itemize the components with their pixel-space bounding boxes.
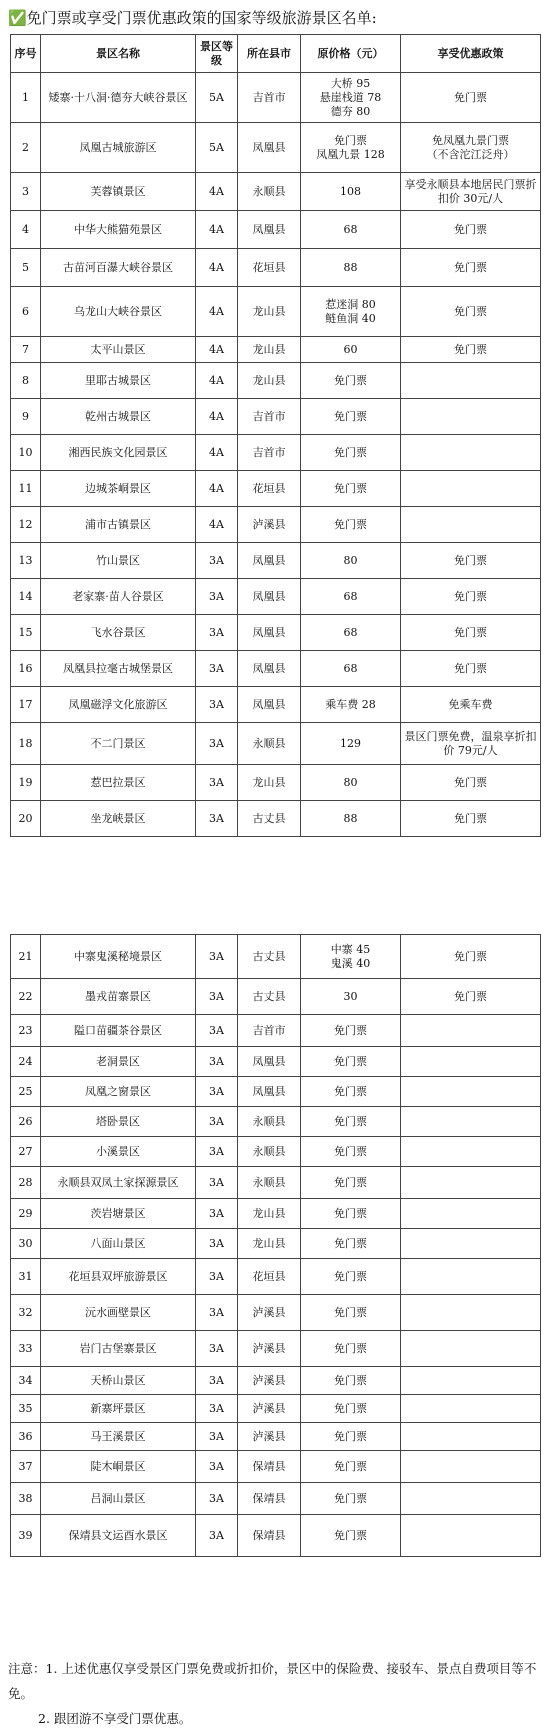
cell-no: 36 <box>11 1423 41 1451</box>
cell-price: 88 <box>301 801 401 837</box>
cell-price: 免门票 <box>301 1259 401 1295</box>
cell-no: 25 <box>11 1077 41 1107</box>
cell-name: 湘西民族文化园景区 <box>41 435 196 471</box>
cell-no: 32 <box>11 1295 41 1331</box>
cell-policy <box>401 1229 541 1259</box>
cell-level: 3A <box>196 1167 238 1199</box>
cell-name: 老洞景区 <box>41 1047 196 1077</box>
cell-level: 4A <box>196 471 238 507</box>
cell-level: 3A <box>196 687 238 723</box>
table-row <box>11 1015 541 1047</box>
table-row <box>11 249 541 287</box>
cell-county: 永顺县 <box>238 723 301 765</box>
scenic-table-part1 <box>10 34 541 837</box>
cell-county: 凤凰县 <box>238 687 301 723</box>
cell-name: 飞水谷景区 <box>41 615 196 651</box>
cell-policy <box>401 1295 541 1331</box>
cell-policy <box>401 1137 541 1167</box>
cell-name: 浦市古镇景区 <box>41 507 196 543</box>
cell-no: 29 <box>11 1199 41 1229</box>
cell-price: 68 <box>301 651 401 687</box>
cell-no: 16 <box>11 651 41 687</box>
cell-no: 4 <box>11 211 41 249</box>
cell-policy <box>401 1167 541 1199</box>
cell-name: 沅水画壁景区 <box>41 1295 196 1331</box>
cell-no: 13 <box>11 543 41 579</box>
cell-policy: 免门票 <box>401 615 541 651</box>
table-row <box>11 1515 541 1557</box>
cell-policy: 免门票 <box>401 337 541 363</box>
cell-county: 泸溪县 <box>238 1295 301 1331</box>
cell-county: 龙山县 <box>238 363 301 399</box>
cell-county: 龙山县 <box>238 337 301 363</box>
cell-name: 凤凰县拉毫古城堡景区 <box>41 651 196 687</box>
cell-county: 龙山县 <box>238 1199 301 1229</box>
cell-level: 3A <box>196 765 238 801</box>
cell-price: 免门票 <box>301 1483 401 1515</box>
table-row <box>11 399 541 435</box>
cell-level: 3A <box>196 543 238 579</box>
note-line-2: 2. 跟团游不享受门票优惠。 <box>38 1711 192 1726</box>
cell-name: 坐龙峡景区 <box>41 801 196 837</box>
cell-price: 免门票 <box>301 1077 401 1107</box>
cell-county: 凤凰县 <box>238 579 301 615</box>
cell-name: 小溪景区 <box>41 1137 196 1167</box>
cell-policy: 免门票 <box>401 935 541 979</box>
cell-name: 吕洞山景区 <box>41 1483 196 1515</box>
header-name: 景区名称 <box>41 35 196 73</box>
cell-county: 花垣县 <box>238 249 301 287</box>
cell-name: 边城茶峒景区 <box>41 471 196 507</box>
cell-county: 吉首市 <box>238 399 301 435</box>
cell-county: 保靖县 <box>238 1483 301 1515</box>
cell-policy <box>401 1331 541 1367</box>
cell-price: 免门票 <box>301 435 401 471</box>
cell-price: 免门票 <box>301 1331 401 1367</box>
cell-name: 天桥山景区 <box>41 1367 196 1395</box>
cell-level: 3A <box>196 1015 238 1047</box>
cell-level: 4A <box>196 249 238 287</box>
cell-price: 30 <box>301 979 401 1015</box>
cell-level: 5A <box>196 73 238 123</box>
cell-price: 免门票 <box>301 363 401 399</box>
cell-price: 免门票 <box>301 1515 401 1557</box>
cell-price: 80 <box>301 543 401 579</box>
cell-policy <box>401 1423 541 1451</box>
cell-county: 古丈县 <box>238 979 301 1015</box>
cell-no: 5 <box>11 249 41 287</box>
cell-county: 凤凰县 <box>238 211 301 249</box>
cell-no: 14 <box>11 579 41 615</box>
cell-policy <box>401 1199 541 1229</box>
cell-level: 3A <box>196 1515 238 1557</box>
table-row <box>11 363 541 399</box>
table-row <box>11 1451 541 1483</box>
cell-price: 108 <box>301 173 401 211</box>
cell-county: 永顺县 <box>238 1107 301 1137</box>
cell-price: 免门票 <box>301 1107 401 1137</box>
header-no: 序号 <box>11 35 41 73</box>
cell-price: 免门票 <box>301 1423 401 1451</box>
cell-price: 免门票 <box>301 1395 401 1423</box>
cell-price: 免门票 <box>301 1229 401 1259</box>
cell-name: 古苗河百瀑大峡谷景区 <box>41 249 196 287</box>
cell-level: 3A <box>196 935 238 979</box>
cell-level: 4A <box>196 363 238 399</box>
table-row <box>11 1483 541 1515</box>
cell-no: 3 <box>11 173 41 211</box>
cell-no: 38 <box>11 1483 41 1515</box>
cell-price: 免门票 <box>301 1047 401 1077</box>
cell-level: 3A <box>196 1395 238 1423</box>
table-row <box>11 1107 541 1137</box>
cell-name: 新寨坪景区 <box>41 1395 196 1423</box>
cell-policy: 免门票 <box>401 801 541 837</box>
cell-level: 3A <box>196 1107 238 1137</box>
table-row <box>11 1199 541 1229</box>
table-row <box>11 287 541 337</box>
cell-price: 68 <box>301 579 401 615</box>
cell-no: 34 <box>11 1367 41 1395</box>
cell-policy <box>401 435 541 471</box>
cell-county: 泸溪县 <box>238 1367 301 1395</box>
cell-no: 12 <box>11 507 41 543</box>
table-row <box>11 723 541 765</box>
table-row <box>11 173 541 211</box>
cell-name: 中华大熊猫苑景区 <box>41 211 196 249</box>
table-header-row <box>11 35 541 73</box>
cell-no: 26 <box>11 1107 41 1137</box>
table-row <box>11 1259 541 1295</box>
cell-policy: 免门票 <box>401 979 541 1015</box>
header-level: 景区等级 <box>196 35 238 73</box>
table-row <box>11 507 541 543</box>
cell-price: 60 <box>301 337 401 363</box>
cell-price: 68 <box>301 211 401 249</box>
cell-no: 37 <box>11 1451 41 1483</box>
cell-county: 泸溪县 <box>238 1423 301 1451</box>
cell-price: 免门票 <box>301 1367 401 1395</box>
cell-county: 吉首市 <box>238 1015 301 1047</box>
cell-price: 惹迷洞 80 鲢鱼洞 40 <box>301 287 401 337</box>
table-row <box>11 1229 541 1259</box>
cell-no: 10 <box>11 435 41 471</box>
cell-no: 2 <box>11 123 41 173</box>
cell-name: 墨戎苗寨景区 <box>41 979 196 1015</box>
cell-policy <box>401 1483 541 1515</box>
cell-price: 80 <box>301 765 401 801</box>
cell-name: 不二门景区 <box>41 723 196 765</box>
cell-price: 88 <box>301 249 401 287</box>
table-row <box>11 765 541 801</box>
cell-policy: 免门票 <box>401 651 541 687</box>
table-row <box>11 979 541 1015</box>
table-row <box>11 1295 541 1331</box>
cell-level: 4A <box>196 399 238 435</box>
cell-policy <box>401 1107 541 1137</box>
cell-name: 芙蓉镇景区 <box>41 173 196 211</box>
cell-name: 里耶古城景区 <box>41 363 196 399</box>
cell-name: 凤凰之窗景区 <box>41 1077 196 1107</box>
cell-no: 6 <box>11 287 41 337</box>
cell-policy: 免门票 <box>401 543 541 579</box>
cell-no: 31 <box>11 1259 41 1295</box>
cell-name: 陡木峒景区 <box>41 1451 196 1483</box>
note-line-1: 注意：1. 上述优惠仅享受景区门票免费或折扣价，景区中的保险费、接驳车、景点自费项目等不免。 <box>8 1661 537 1701</box>
cell-level: 3A <box>196 723 238 765</box>
cell-level: 3A <box>196 579 238 615</box>
cell-policy <box>401 1367 541 1395</box>
cell-price: 免门票 <box>301 507 401 543</box>
table-row <box>11 1137 541 1167</box>
cell-no: 39 <box>11 1515 41 1557</box>
cell-level: 3A <box>196 1451 238 1483</box>
table-row <box>11 1167 541 1199</box>
cell-county: 古丈县 <box>238 801 301 837</box>
header-policy: 享受优惠政策 <box>401 35 541 73</box>
cell-level: 3A <box>196 1137 238 1167</box>
table-row <box>11 615 541 651</box>
cell-no: 33 <box>11 1331 41 1367</box>
cell-level: 3A <box>196 979 238 1015</box>
table-row <box>11 1423 541 1451</box>
cell-level: 4A <box>196 287 238 337</box>
cell-county: 泸溪县 <box>238 507 301 543</box>
cell-price: 免门票 <box>301 399 401 435</box>
cell-price: 免门票 <box>301 471 401 507</box>
cell-name: 花垣县双坪旅游景区 <box>41 1259 196 1295</box>
cell-no: 20 <box>11 801 41 837</box>
list-title <box>8 6 548 30</box>
table-row <box>11 123 541 173</box>
cell-name: 乾州古城景区 <box>41 399 196 435</box>
cell-policy: 免门票 <box>401 73 541 123</box>
cell-policy: 免门票 <box>401 765 541 801</box>
header-county: 所在县市 <box>238 35 301 73</box>
cell-county: 花垣县 <box>238 1259 301 1295</box>
cell-price: 129 <box>301 723 401 765</box>
cell-name: 保靖县文运酉水景区 <box>41 1515 196 1557</box>
table-row <box>11 935 541 979</box>
cell-no: 11 <box>11 471 41 507</box>
cell-level: 3A <box>196 1259 238 1295</box>
cell-name: 八面山景区 <box>41 1229 196 1259</box>
cell-level: 5A <box>196 123 238 173</box>
cell-no: 8 <box>11 363 41 399</box>
cell-county: 凤凰县 <box>238 615 301 651</box>
cell-policy <box>401 1077 541 1107</box>
cell-price: 免门票 <box>301 1295 401 1331</box>
cell-policy <box>401 363 541 399</box>
cell-policy: 免门票 <box>401 211 541 249</box>
cell-level: 4A <box>196 435 238 471</box>
cell-price: 免门票 <box>301 1199 401 1229</box>
cell-level: 3A <box>196 1077 238 1107</box>
cell-price: 中寨 45 鬼溪 40 <box>301 935 401 979</box>
cell-level: 3A <box>196 615 238 651</box>
cell-level: 3A <box>196 1047 238 1077</box>
cell-name: 老家寨·苗人谷景区 <box>41 579 196 615</box>
cell-level: 3A <box>196 1423 238 1451</box>
cell-county: 古丈县 <box>238 935 301 979</box>
table-row <box>11 337 541 363</box>
cell-no: 27 <box>11 1137 41 1167</box>
cell-name: 竹山景区 <box>41 543 196 579</box>
cell-policy: 景区门票免费，温泉享折扣价 79元/人 <box>401 723 541 765</box>
table-row <box>11 1395 541 1423</box>
table-row <box>11 1331 541 1367</box>
cell-policy: 享受永顺县本地居民门票折扣价 30元/人 <box>401 173 541 211</box>
cell-price: 免门票 <box>301 1015 401 1047</box>
cell-policy <box>401 471 541 507</box>
cell-name: 太平山景区 <box>41 337 196 363</box>
cell-policy <box>401 399 541 435</box>
title-text: ✅免门票或享受门票优惠政策的国家等级旅游景区名单: <box>8 9 377 27</box>
cell-level: 4A <box>196 211 238 249</box>
table-row <box>11 435 541 471</box>
cell-level: 3A <box>196 801 238 837</box>
table-row <box>11 801 541 837</box>
cell-no: 21 <box>11 935 41 979</box>
table-row <box>11 211 541 249</box>
cell-no: 28 <box>11 1167 41 1199</box>
cell-no: 30 <box>11 1229 41 1259</box>
cell-policy <box>401 1015 541 1047</box>
cell-county: 永顺县 <box>238 1167 301 1199</box>
cell-no: 22 <box>11 979 41 1015</box>
cell-price: 乘车费 28 <box>301 687 401 723</box>
table-row <box>11 543 541 579</box>
cell-county: 吉首市 <box>238 73 301 123</box>
watermark-logo <box>410 1688 520 1724</box>
cell-county: 保靖县 <box>238 1515 301 1557</box>
cell-name: 塔卧景区 <box>41 1107 196 1137</box>
cell-level: 3A <box>196 1331 238 1367</box>
cell-level: 4A <box>196 173 238 211</box>
cell-name: 中寨鬼溪秘境景区 <box>41 935 196 979</box>
cell-county: 凤凰县 <box>238 1077 301 1107</box>
table-row <box>11 579 541 615</box>
table-row <box>11 73 541 123</box>
cell-county: 凤凰县 <box>238 123 301 173</box>
cell-county: 泸溪县 <box>238 1395 301 1423</box>
cell-price: 免门票 <box>301 1451 401 1483</box>
cell-county: 花垣县 <box>238 471 301 507</box>
cell-policy <box>401 1515 541 1557</box>
cell-no: 7 <box>11 337 41 363</box>
cell-no: 24 <box>11 1047 41 1077</box>
cell-level: 3A <box>196 1229 238 1259</box>
cell-no: 35 <box>11 1395 41 1423</box>
cell-county: 保靖县 <box>238 1451 301 1483</box>
cell-policy: 免乘车费 <box>401 687 541 723</box>
cell-name: 岩门古堡寨景区 <box>41 1331 196 1367</box>
cell-name: 惹巴拉景区 <box>41 765 196 801</box>
cell-no: 19 <box>11 765 41 801</box>
cell-price: 68 <box>301 615 401 651</box>
cell-price: 免门票 凤凰九景 128 <box>301 123 401 173</box>
table-row <box>11 651 541 687</box>
table-row <box>11 687 541 723</box>
cell-county: 凤凰县 <box>238 651 301 687</box>
cell-price: 大桥 95 悬崖栈道 78 德夯 80 <box>301 73 401 123</box>
table-row <box>11 1367 541 1395</box>
cell-name: 永顺县双凤土家探源景区 <box>41 1167 196 1199</box>
cell-level: 3A <box>196 1295 238 1331</box>
cell-name: 隘口苗疆茶谷景区 <box>41 1015 196 1047</box>
cell-level: 3A <box>196 1199 238 1229</box>
cell-county: 凤凰县 <box>238 543 301 579</box>
scenic-table-part2 <box>10 934 541 1557</box>
cell-name: 凤凰磁浮文化旅游区 <box>41 687 196 723</box>
cell-policy <box>401 507 541 543</box>
cell-no: 1 <box>11 73 41 123</box>
table-row <box>11 471 541 507</box>
cell-name: 矮寨·十八洞·德夯大峡谷景区 <box>41 73 196 123</box>
cell-level: 4A <box>196 507 238 543</box>
cell-policy <box>401 1259 541 1295</box>
cell-policy: 免门票 <box>401 579 541 615</box>
cell-county: 吉首市 <box>238 435 301 471</box>
cell-level: 4A <box>196 337 238 363</box>
cell-no: 18 <box>11 723 41 765</box>
cell-name: 乌龙山大峡谷景区 <box>41 287 196 337</box>
cell-county: 龙山县 <box>238 1229 301 1259</box>
cell-level: 3A <box>196 1483 238 1515</box>
cell-policy <box>401 1451 541 1483</box>
table-row <box>11 1047 541 1077</box>
cell-county: 永顺县 <box>238 1137 301 1167</box>
cell-no: 17 <box>11 687 41 723</box>
cell-county: 凤凰县 <box>238 1047 301 1077</box>
cell-name: 马王溪景区 <box>41 1423 196 1451</box>
cell-county: 永顺县 <box>238 173 301 211</box>
cell-price: 免门票 <box>301 1167 401 1199</box>
cell-policy <box>401 1047 541 1077</box>
cell-county: 龙山县 <box>238 287 301 337</box>
cell-policy: 免凤凰九景门票 （不含沱江泛舟） <box>401 123 541 173</box>
cell-level: 3A <box>196 651 238 687</box>
cell-no: 15 <box>11 615 41 651</box>
cell-name: 凤凰古城旅游区 <box>41 123 196 173</box>
header-price: 原价格（元） <box>301 35 401 73</box>
cell-name: 茨岩塘景区 <box>41 1199 196 1229</box>
cell-policy: 免门票 <box>401 249 541 287</box>
cell-county: 泸溪县 <box>238 1331 301 1367</box>
cell-level: 3A <box>196 1367 238 1395</box>
table-row <box>11 1077 541 1107</box>
cell-policy <box>401 1395 541 1423</box>
cell-county: 龙山县 <box>238 765 301 801</box>
cell-no: 9 <box>11 399 41 435</box>
cell-policy: 免门票 <box>401 287 541 337</box>
cell-price: 免门票 <box>301 1137 401 1167</box>
cell-no: 23 <box>11 1015 41 1047</box>
